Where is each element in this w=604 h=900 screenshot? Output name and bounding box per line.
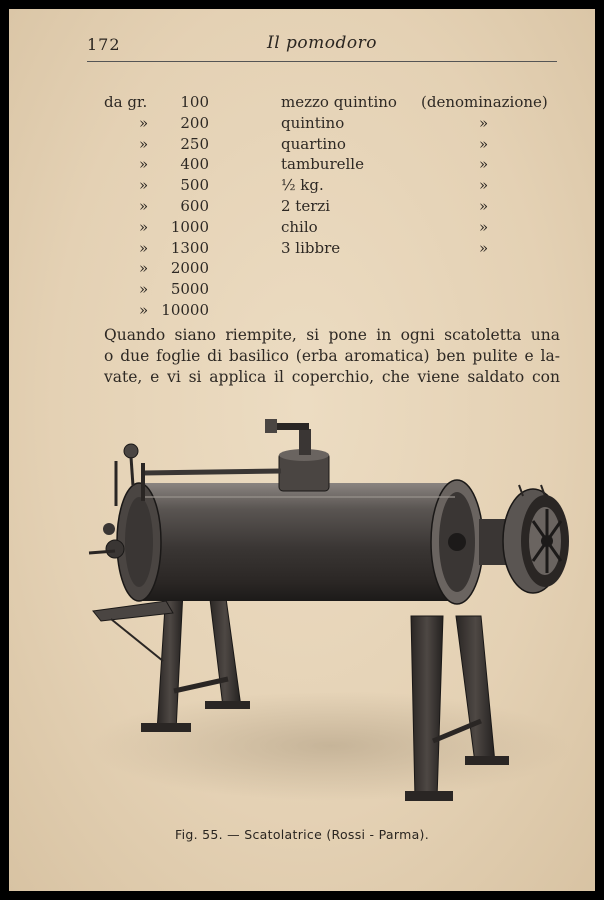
weight-row (9, 114, 595, 135)
ditto-mark: » (139, 238, 149, 257)
weight-row (9, 301, 595, 322)
weight-row (9, 218, 595, 239)
weight-row (9, 176, 595, 197)
weight-prefix: da gr. (104, 93, 148, 111)
ditto-mark: » (479, 155, 489, 174)
weight-row (9, 239, 595, 260)
body-paragraph (104, 325, 560, 388)
weight-name: chilo (281, 217, 318, 236)
weight-name: tamburelle (281, 155, 364, 174)
ditto-mark: » (139, 134, 149, 153)
ditto-mark: » (479, 217, 489, 236)
cylinder-body (117, 480, 483, 604)
paragraph-line: vate, e vi si applica il coperchio, che viene saldato con (104, 368, 560, 386)
weight-row (9, 259, 595, 280)
ditto-mark: » (479, 134, 489, 153)
weight-name: quintino (281, 113, 345, 132)
weight-grams: 100 (180, 93, 209, 111)
weights-table (9, 81, 595, 319)
weight-row (9, 280, 595, 301)
weight-grams: 5000 (170, 280, 209, 299)
paragraph-line: o due foglie di basilico (erba aromatica) ben pulite e la- (104, 347, 560, 365)
handwheel (479, 485, 569, 593)
page-number: 172 (87, 35, 121, 54)
paragraph-line: Quando siano riempite, si pone in ogni scatoletta una (104, 326, 560, 344)
weight-grams: 2000 (170, 259, 209, 278)
book-page (9, 9, 595, 891)
canning-machine-illustration (71, 401, 571, 813)
ditto-mark: » (139, 301, 149, 319)
running-title: Il pomodoro (266, 33, 377, 53)
weight-row (9, 135, 595, 156)
weight-grams: 1300 (170, 238, 209, 257)
ditto-mark: » (139, 155, 149, 174)
top-valve (265, 419, 329, 491)
weight-name: mezzo quintino (281, 93, 397, 111)
weight-grams: 200 (180, 113, 209, 132)
ditto-mark: » (479, 113, 489, 132)
weight-row (9, 197, 595, 218)
weight-grams: 400 (180, 155, 209, 174)
weight-name: 3 libbre (281, 238, 341, 257)
ditto-mark: » (479, 176, 489, 195)
ditto-mark: » (139, 113, 149, 132)
denomination-note: (denominazione) (421, 93, 548, 111)
weight-grams: 10000 (161, 301, 209, 319)
ditto-mark: » (479, 197, 489, 215)
ditto-mark: » (139, 217, 149, 236)
weight-grams: 500 (180, 176, 209, 195)
page-header (87, 31, 557, 62)
weight-grams: 1000 (170, 217, 209, 236)
ditto-mark: » (139, 176, 149, 195)
ditto-mark: » (139, 197, 149, 215)
ditto-mark: » (139, 280, 149, 299)
weight-grams: 600 (180, 197, 209, 215)
ditto-mark: » (139, 259, 149, 278)
weight-name: 2 terzi (281, 197, 331, 215)
weight-name: ½ kg. (281, 176, 324, 195)
ditto-mark: » (479, 238, 489, 257)
weight-name: quartino (281, 134, 346, 153)
weight-row (9, 93, 595, 114)
weight-grams: 250 (180, 134, 209, 153)
figure-caption: Fig. 55. — Scatolatrice (Rossi - Parma). (174, 827, 429, 842)
weight-row (9, 155, 595, 176)
